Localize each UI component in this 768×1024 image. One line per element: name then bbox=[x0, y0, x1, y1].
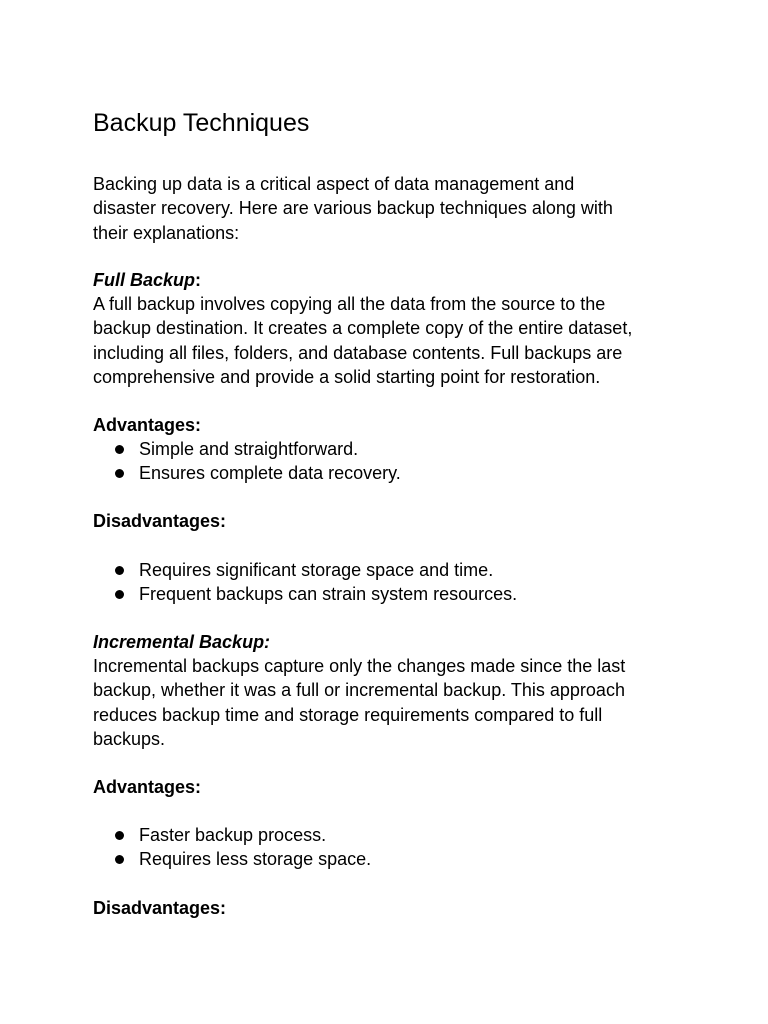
list-item bbox=[93, 558, 517, 582]
description-line: reduces backup time and storage requirements compared to full bbox=[93, 704, 603, 725]
list-item-text: Faster backup process. bbox=[139, 825, 327, 845]
full-backup-heading-colon: : bbox=[195, 270, 202, 290]
list-item-text: Requires less storage space. bbox=[139, 849, 372, 869]
intro-paragraph bbox=[93, 172, 693, 245]
bullet-icon bbox=[115, 445, 124, 454]
list-item bbox=[93, 461, 401, 485]
description-line: backup destination. It creates a complete copy of the entire dataset, bbox=[93, 318, 633, 339]
description-line: comprehensive and provide a solid starting point for restoration. bbox=[93, 366, 601, 387]
intro-line: Backing up data is a critical aspect of data management and bbox=[93, 174, 575, 194]
list-item-text: Ensures complete data recovery. bbox=[139, 463, 401, 483]
bullet-icon bbox=[115, 855, 124, 864]
bullet-icon bbox=[115, 469, 124, 478]
intro-line: their explanations: bbox=[93, 222, 240, 243]
document-title: Backup Techniques bbox=[93, 109, 310, 137]
list-item bbox=[93, 847, 371, 871]
list-item bbox=[93, 582, 517, 606]
list-item-text: Simple and straightforward. bbox=[139, 439, 359, 459]
list-item bbox=[93, 437, 401, 461]
bullet-icon bbox=[115, 566, 124, 575]
bullet-icon bbox=[115, 590, 124, 599]
full-backup-advantages-list bbox=[93, 437, 401, 485]
description-line: backup, whether it was a full or incremental backup. This approach bbox=[93, 680, 625, 701]
incremental-backup-heading: Incremental Backup: bbox=[93, 632, 271, 652]
incremental-backup-advantages-label: Advantages: bbox=[93, 777, 202, 797]
description-line: including all files, folders, and database contents. Full backups are bbox=[93, 342, 623, 363]
list-item bbox=[93, 823, 371, 847]
list-item-text: Requires significant storage space and time. bbox=[139, 560, 494, 580]
incremental-backup-description bbox=[93, 654, 693, 751]
full-backup-disadvantages-list bbox=[93, 558, 517, 606]
full-backup-heading-text: Full Backup bbox=[93, 270, 196, 290]
full-backup-description bbox=[93, 292, 693, 389]
incremental-backup-advantages-list bbox=[93, 823, 371, 871]
full-backup-disadvantages-label: Disadvantages: bbox=[93, 511, 227, 531]
description-line: backups. bbox=[93, 728, 166, 749]
description-line: A full backup involves copying all the data from the source to the bbox=[93, 294, 606, 314]
incremental-backup-disadvantages-label: Disadvantages: bbox=[93, 898, 227, 918]
bullet-icon bbox=[115, 831, 124, 840]
list-item-text: Frequent backups can strain system resources. bbox=[139, 584, 518, 604]
full-backup-advantages-label: Advantages: bbox=[93, 415, 202, 435]
full-backup-heading bbox=[93, 268, 693, 292]
description-line: Incremental backups capture only the changes made since the last bbox=[93, 656, 626, 676]
intro-line: disaster recovery. Here are various backup techniques along with bbox=[93, 198, 613, 219]
